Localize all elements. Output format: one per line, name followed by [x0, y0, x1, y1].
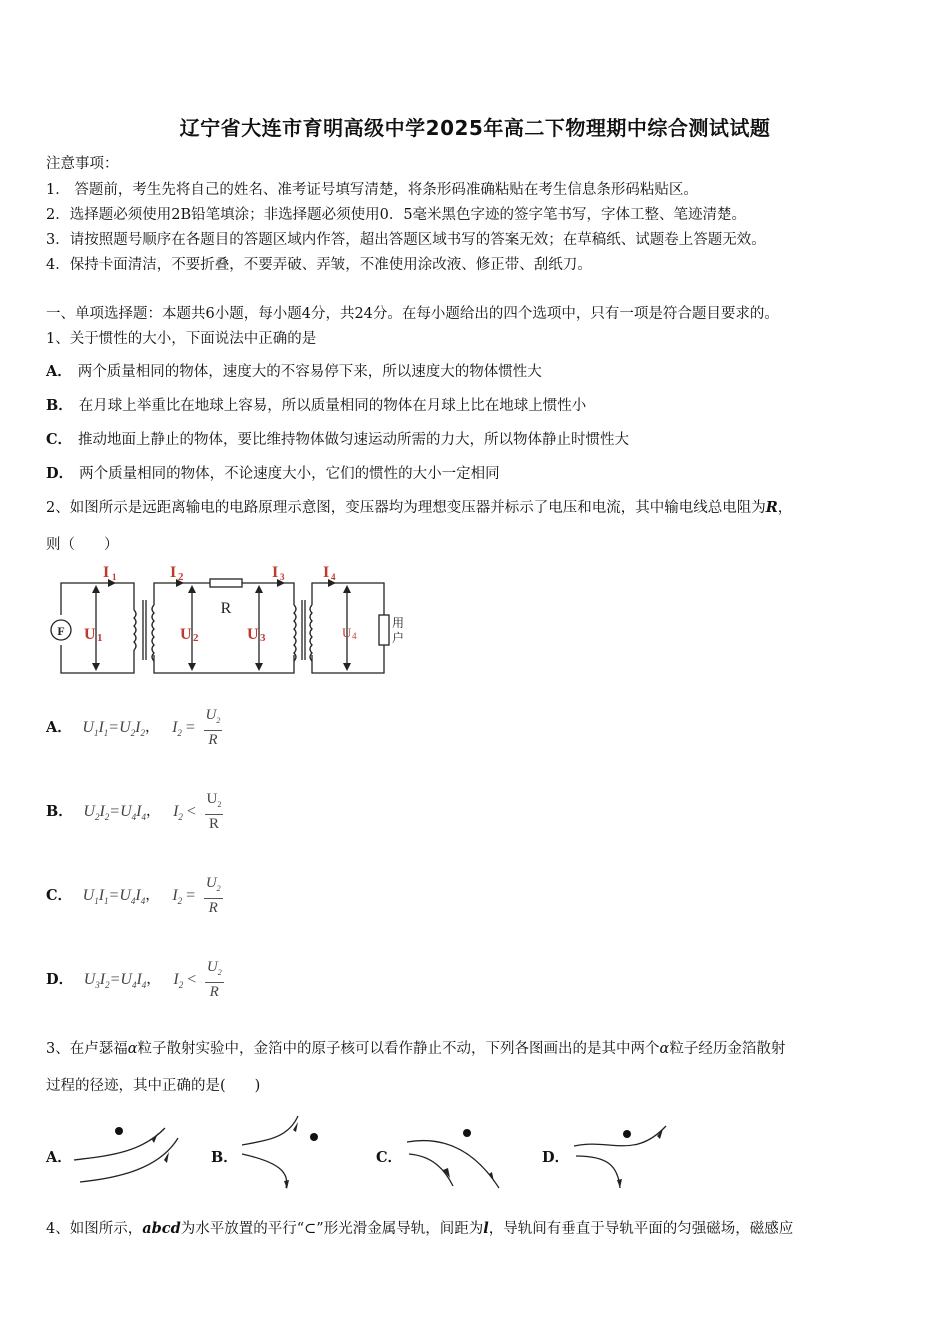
- q2-stem-text: 2、如图所示是远距离输电的电路原理示意图，变压器均为理想变压器并标示了电压和电流，其中输电线总电阻为: [46, 500, 766, 516]
- option-equation: $U_3I_2=U_4I_4$: [83, 970, 147, 990]
- voltage-label-2: U: [180, 626, 192, 643]
- current-sub-2: 2: [178, 571, 184, 583]
- option-separator: ，: [144, 719, 160, 736]
- q2-option-b: [46, 790, 223, 833]
- section-heading: 一、单项选择题：本题共6小题，每小题4分，共24分。在每小题给出的四个选项中，只有一项是符合题目要求的。: [46, 306, 779, 322]
- current-label-4: I: [323, 564, 330, 581]
- option-equation: $U_1I_1=U_2I_2$: [82, 718, 145, 738]
- current-label-2: I: [170, 564, 177, 581]
- option-relation: $I_2$ <: [173, 802, 196, 822]
- q2-option-d: [46, 958, 224, 1001]
- voltage-sub-4: 4: [352, 631, 357, 641]
- option-equation: $U_1I_1=U_4I_4$: [82, 886, 146, 906]
- voltage-sub-3: 3: [260, 632, 266, 644]
- option-fraction: $\frac{U_2}{R}$: [205, 875, 221, 916]
- option-text: 两个质量相同的物体，不论速度大小，它们的惯性的大小一定相同: [79, 466, 500, 482]
- q1-stem: 1、关于惯性的大小，下面说法中正确的是: [46, 331, 317, 347]
- option-label: C．: [46, 431, 73, 448]
- notice-item-1: 1． 答题前，考生先将自己的姓名、准考证号填写清楚，将条形码准确粘贴在考生信息条形码粘贴区。: [46, 182, 698, 198]
- q1-option-d: [46, 462, 500, 483]
- voltage-sub-2: 2: [193, 632, 199, 644]
- resistor-label: R: [220, 600, 232, 617]
- option-label: D．: [46, 970, 74, 988]
- option-label: B．: [46, 802, 73, 820]
- generator-label: F: [57, 624, 65, 638]
- q2-stem: [46, 496, 792, 517]
- voltage-sub-1: 1: [97, 632, 103, 644]
- voltage-label-1: U: [84, 626, 96, 643]
- option-text: 在月球上举重比在地球上容易，所以质量相同的物体在月球上比在地球上惯性小: [78, 398, 587, 414]
- user-label-1: 用: [392, 616, 405, 630]
- q3-stem: 3、在卢瑟福α粒子散射实验中，金箔中的原子核可以看作静止不动，下列各图画出的是其中两个α粒子经历金箔散射: [46, 1041, 786, 1057]
- q1-option-a: [46, 360, 542, 381]
- q2-option-a: [46, 706, 222, 749]
- option-text: 两个质量相同的物体，速度大的不容易停下来，所以速度大的物体惯性大: [77, 364, 542, 380]
- q3-option-c-trajectory: [403, 1120, 508, 1192]
- q3-stem-line2: 过程的径迹，其中正确的是( ): [46, 1078, 261, 1094]
- q4-stem: 4、如图所示，abcd为水平放置的平行“⊂”形光滑金属导轨，间距为l，导轨间有垂直于导轨平面的匀强磁场，磁感应: [46, 1220, 794, 1237]
- option-relation: $I_2$ <: [173, 970, 197, 990]
- current-label-1: I: [103, 564, 110, 581]
- option-label: C．: [46, 886, 73, 904]
- current-sub-4: 4: [331, 572, 336, 582]
- user-label-2: 户: [392, 631, 405, 645]
- current-sub-3: 3: [280, 572, 285, 582]
- exam-title: 辽宁省大连市育明高级中学2025年高二下物理期中综合测试试题: [179, 116, 771, 140]
- q3-option-a-trajectory: [70, 1120, 185, 1188]
- notice-heading: 注意事项：: [46, 156, 119, 172]
- option-label: B．: [46, 397, 73, 414]
- option-fraction: $\frac{U_2}{R}$: [206, 959, 222, 1000]
- option-label: A．: [46, 718, 72, 736]
- q2-stem-line2: 则（ ）: [46, 537, 119, 553]
- voltage-label-4: U: [342, 625, 352, 640]
- q3-option-a-label: A．: [46, 1149, 72, 1166]
- transmission-circuit-diagram: [44, 560, 414, 680]
- option-equation: $U_2I_2=U_4I_4$: [83, 802, 146, 822]
- q1-option-c: [46, 428, 629, 449]
- option-separator: ，: [145, 887, 160, 904]
- q3-option-d-trajectory: [570, 1120, 675, 1192]
- option-separator: ，: [146, 971, 161, 988]
- current-label-3: I: [272, 564, 279, 581]
- option-fraction: $\frac{U_2}{R}$: [205, 707, 221, 748]
- q3-option-b-trajectory: [238, 1112, 333, 1192]
- option-relation: $I_2$ =: [172, 886, 196, 906]
- q3-option-c-label: C．: [376, 1149, 403, 1166]
- current-sub-1: 1: [112, 572, 117, 582]
- notice-item-2: 2．选择题必须使用2B铅笔填涂；非选择题必须使用0．5毫米黑色字迹的签字笔书写，字体工整、笔迹清楚。: [46, 207, 747, 223]
- option-label: D．: [46, 465, 74, 482]
- q1-option-b: [46, 394, 586, 415]
- notice-item-4: 4．保持卡面清洁，不要折叠，不要弄破、弄皱，不准使用涂改液、修正带、刮纸刀。: [46, 257, 592, 273]
- q2-option-c: [46, 874, 223, 917]
- option-text: 推动地面上静止的物体，要比维持物体做匀速运动所需的力大，所以物体静止时惯性大: [78, 432, 630, 448]
- option-separator: ，: [145, 803, 161, 820]
- option-label: A．: [46, 363, 72, 380]
- q3-option-b-label: B．: [211, 1149, 238, 1166]
- q2-stem-comma: ，: [777, 500, 793, 516]
- q3-option-d-label: D．: [542, 1149, 570, 1166]
- option-fraction: $\frac{U_2}{R}$: [206, 791, 222, 832]
- option-relation: $I_2$ =: [172, 718, 195, 738]
- voltage-label-3: U: [247, 626, 259, 643]
- notice-item-3: 3．请按照题号顺序在各题目的答题区域内作答，超出答题区域书写的答案无效；在草稿纸、试题卷上答题无效。: [46, 232, 766, 248]
- q2-stem-r: R: [765, 499, 778, 516]
